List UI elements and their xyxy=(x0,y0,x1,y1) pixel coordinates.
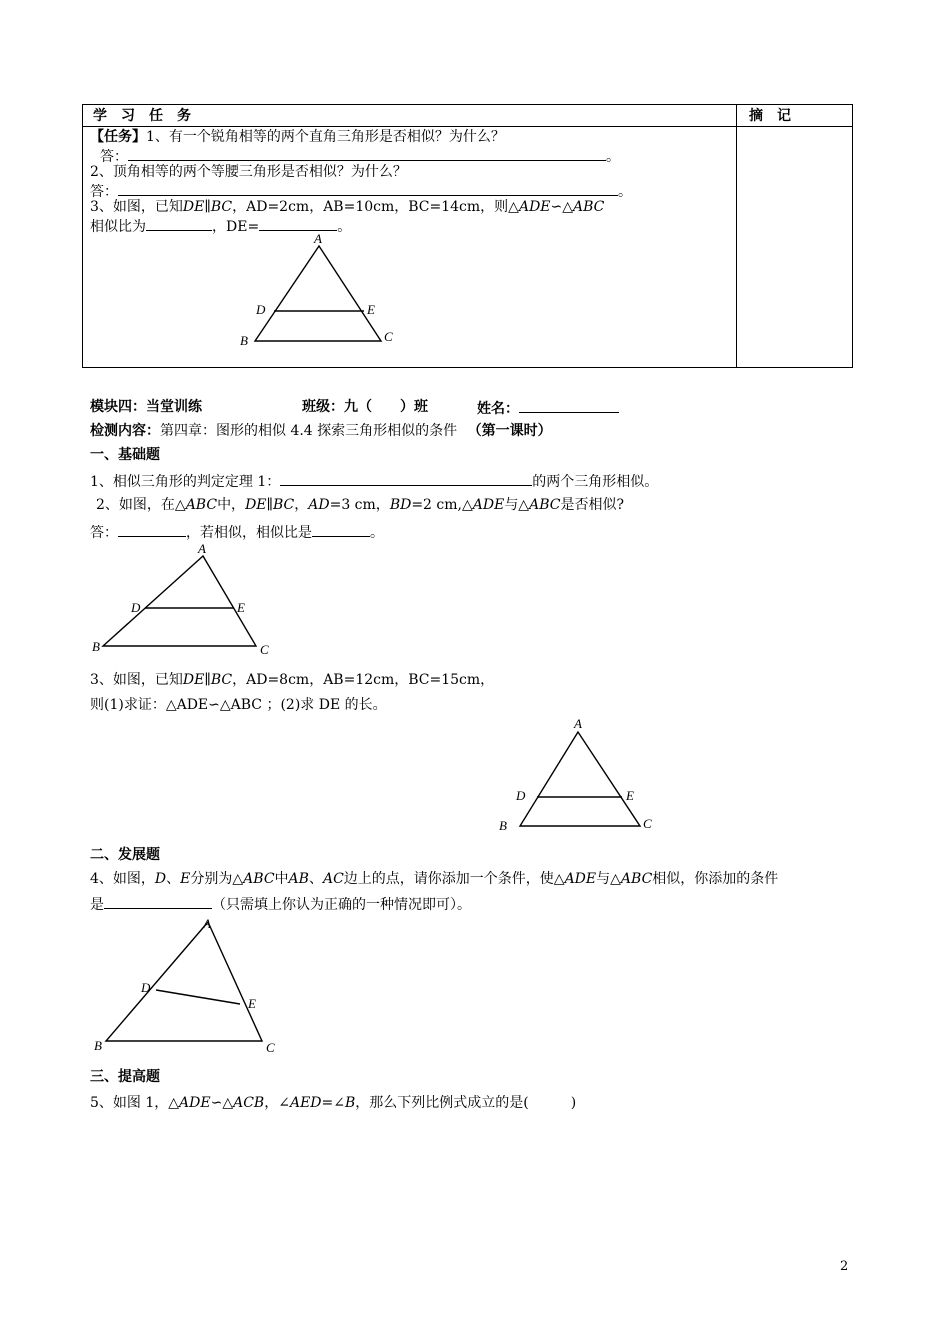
section-basic-heading: 一、基础题 xyxy=(90,447,160,463)
triangle-figure-1 xyxy=(230,228,410,352)
task-q3-ratio: 相似比为 ，DE= 。 xyxy=(90,216,351,236)
module-title: 模块四：当堂训练 xyxy=(90,399,202,415)
answer-blank[interactable] xyxy=(128,146,606,161)
task-q1: 【任务】1、有一个锐角相等的两个直角三角形是否相似？为什么？ xyxy=(90,129,505,145)
label-b: B xyxy=(94,1038,102,1053)
task-q1-answer: 答： 。 xyxy=(100,146,620,166)
triangle-abc xyxy=(255,246,381,341)
name-label: 姓名： xyxy=(477,398,619,418)
advanced-q5: 5、如图 1，△ADE∽△ACB，∠AED=∠B，那么下列比例式成立的是( ) xyxy=(90,1095,577,1111)
label-d: D xyxy=(141,980,151,995)
class-label: 班级：九（ ）班 xyxy=(302,399,428,415)
label-e: E xyxy=(367,302,375,317)
label-b: B xyxy=(92,639,100,654)
ratio-blank[interactable] xyxy=(312,522,370,537)
triangle-abc xyxy=(106,922,262,1041)
theorem-blank[interactable] xyxy=(280,471,532,486)
basic-q2-answer: 答： ，若相似，相似比是 。 xyxy=(90,522,384,542)
triangle-figure-4 xyxy=(86,910,296,1060)
ratio-blank[interactable] xyxy=(146,216,212,231)
label-c: C xyxy=(260,642,269,657)
label-a: A xyxy=(198,541,206,556)
section-advanced-heading: 三、提高题 xyxy=(90,1069,160,1085)
basic-q1: 1、相似三角形的判定定理 1： 的两个三角形相似。 xyxy=(90,471,658,491)
task-q2: 2、顶角相等的两个等腰三角形是否相似？为什么？ xyxy=(90,164,407,180)
task-q2-answer: 答： 。 xyxy=(90,181,632,201)
label-a: A xyxy=(314,231,322,246)
label-d: D xyxy=(256,302,266,317)
label-d: D xyxy=(131,600,141,615)
develop-q4: 4、如图，D、E分别为△ABC中AB、AC边上的点，请你添加一个条件，使△ADE与△ABC相似，你添加的条件 xyxy=(90,871,779,887)
label-c: C xyxy=(384,329,393,344)
page-number: 2 xyxy=(840,1259,849,1274)
basic-q2: 2、如图，在△ABC中，DE∥BC，AD=3 cm，BD=2 cm,△ADE与△ABC是否相似? xyxy=(96,497,624,513)
develop-q4-line2: 是 （只需填上你认为正确的一种情况即可）。 xyxy=(90,894,471,914)
notes-cell xyxy=(737,127,853,368)
triangle-figure-3 xyxy=(488,712,668,836)
answer-blank[interactable] xyxy=(118,181,618,196)
triangle-abc xyxy=(520,732,640,826)
answer-blank[interactable] xyxy=(118,522,186,537)
triangle-figure-2 xyxy=(88,540,288,660)
label-b: B xyxy=(240,333,248,348)
label-e: E xyxy=(626,788,634,803)
content-line: 检测内容：第四章：图形的相似 4.4 探索三角形相似的条件 （第一课时） xyxy=(90,423,552,439)
condition-blank[interactable] xyxy=(104,894,212,909)
section-develop-heading: 二、发展题 xyxy=(90,847,160,863)
basic-q3-line2: 则(1)求证：△ADE∽△ABC ；(2)求 DE 的长。 xyxy=(90,697,387,713)
label-c: C xyxy=(266,1040,275,1055)
label-d: D xyxy=(516,788,526,803)
table-header-tasks: 学 习 任 务 xyxy=(83,105,737,127)
basic-q3: 3、如图，已知DE∥BC，AD=8cm，AB=12cm，BC=15cm， xyxy=(90,672,495,688)
task-q3: 3、如图，已知DE∥BC，AD=2cm，AB=10cm，BC=14cm，则△ADE∽△ABC xyxy=(90,199,605,215)
label-c: C xyxy=(643,816,652,831)
table-header-notes: 摘 记 xyxy=(737,105,853,127)
triangle-abc xyxy=(103,556,256,646)
label-b: B xyxy=(499,818,507,833)
label-a: A xyxy=(203,916,211,931)
name-field[interactable] xyxy=(519,398,619,413)
label-a: A xyxy=(574,716,582,731)
segment-de xyxy=(156,990,240,1004)
label-e: E xyxy=(248,996,256,1011)
label-e: E xyxy=(237,600,245,615)
